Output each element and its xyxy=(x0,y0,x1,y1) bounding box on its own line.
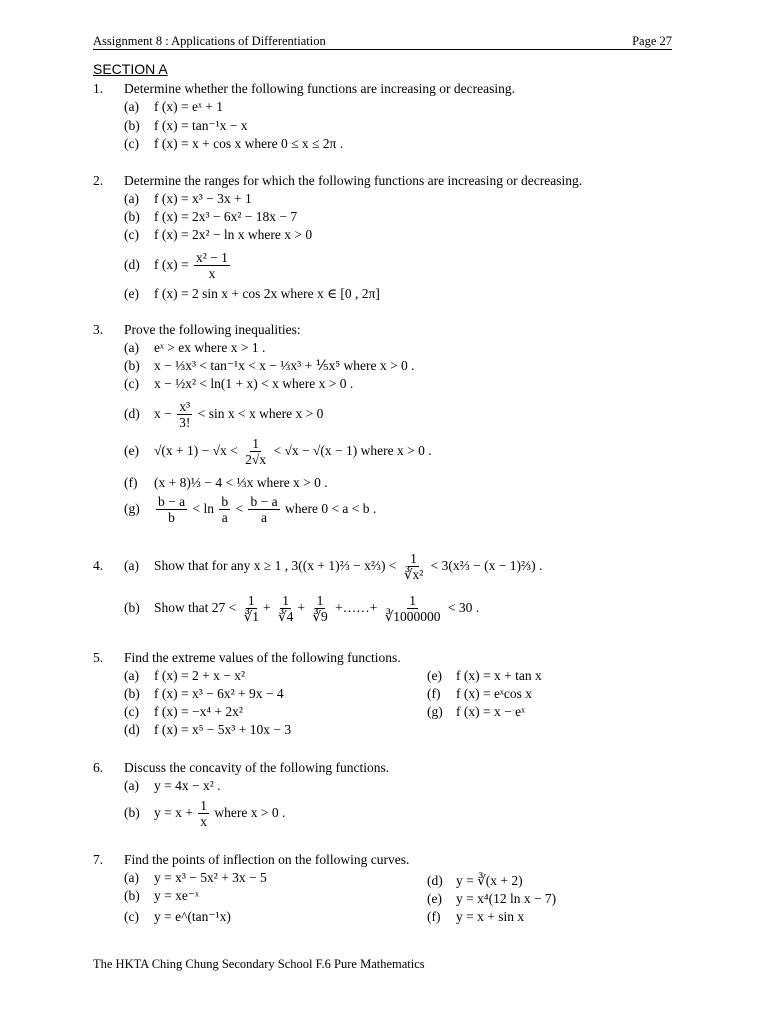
q2b-label: (b) xyxy=(124,209,140,224)
q3g-expr: $\frac{b - a}{b}$ < ln $\frac{b}{a}$ < $\frac{b - a}{a}$ where 0 < a < b . xyxy=(158,494,377,526)
fraction: $\frac{\text{x³}}{3!}$ xyxy=(179,399,191,431)
q1a-expr: f (x) = eˣ + 1 xyxy=(154,99,223,114)
page-footer: The HKTA Ching Chung Secondary School F.6 Pure Mathematics xyxy=(93,957,425,971)
q6b-expr: y = x + $\frac{1}{x}$ where x > 0 . xyxy=(154,798,286,830)
q3d-expr: x − $\frac{\text{x³}}{3!}$ < sin x < x where x > 0 xyxy=(154,399,324,431)
q3-number: 3. xyxy=(93,322,104,337)
fraction: $\frac{\text{x² − 1}}{x}$ xyxy=(195,250,228,282)
q3a-expr: eˣ > ex where x > 1 . xyxy=(154,340,266,355)
q3c-label: (c) xyxy=(124,376,139,391)
q3b-expr: x − ⅓x³ < tan⁻¹x < x − ⅓x³ + ⅕x⁵ where x > 0 . xyxy=(154,358,415,373)
fraction: $\frac{1}{∛4}$ xyxy=(277,593,294,625)
q7e-label: (e) xyxy=(427,891,442,906)
q5b-expr: f (x) = x³ − 6x² + 9x − 4 xyxy=(154,686,284,701)
q1c-label: (c) xyxy=(124,136,139,151)
q7d-label: (d) xyxy=(427,873,443,888)
q6-text: Discuss the concavity of the following functions. xyxy=(124,760,390,775)
q3f-label: (f) xyxy=(124,475,138,490)
q4a-label: (a) xyxy=(124,558,139,573)
q5c-label: (c) xyxy=(124,704,139,719)
page-header xyxy=(93,35,672,50)
fraction: $\frac{b - a}{a}$ xyxy=(250,494,278,526)
q2e-label: (e) xyxy=(124,286,139,301)
fraction: $\frac{1}{∛9}$ xyxy=(312,593,328,625)
q3e-expr: √(x + 1) − √x < $\frac{1}{2√x}$ < √x − √(x − 1) where x > 0 . xyxy=(154,436,432,468)
q3f-expr: (x + 8)⅓ − 4 < ⅓x where x > 0 . xyxy=(154,475,328,490)
q4a-expr: Show that for any x ≥ 1 , 3((x + 1)⅔ − x⅔) < $\frac{1}{\text{∛x²}}$ < 3(x⅔ − (x − 1)⅔) . xyxy=(154,551,543,583)
q1a-label: (a) xyxy=(124,99,139,114)
fraction: $\frac{1}{2√x}$ xyxy=(245,436,267,468)
q5d-expr: f (x) = x⁵ − 5x³ + 10x − 3 xyxy=(154,722,292,737)
q6-number: 6. xyxy=(93,760,104,775)
q5f-expr: f (x) = eˣcos x xyxy=(456,686,532,701)
q2a-label: (a) xyxy=(124,191,139,206)
q1c-expr: f (x) = x + cos x where 0 ≤ x ≤ 2π . xyxy=(154,136,344,151)
page-number: Page 27 xyxy=(632,34,672,48)
q6b-label: (b) xyxy=(124,805,140,820)
q6a-expr: y = 4x − x² . xyxy=(154,778,221,793)
q2b-expr: f (x) = 2x³ − 6x² − 18x − 7 xyxy=(154,209,298,224)
q5e-expr: f (x) = x + tan x xyxy=(456,668,542,683)
q7a-label: (a) xyxy=(124,870,139,885)
q5-number: 5. xyxy=(93,650,104,665)
q2c-expr: f (x) = 2x² − ln x where x > 0 xyxy=(154,227,313,242)
q7c-expr: y = e^(tan⁻¹x) xyxy=(154,909,231,924)
q1b-expr: f (x) = tan⁻¹x − x xyxy=(154,118,248,133)
q3e-label: (e) xyxy=(124,443,139,458)
q7a-expr: y = x³ − 5x² + 3x − 5 xyxy=(154,870,267,885)
fraction: $\frac{1}{\text{∛x²}}$ xyxy=(403,551,424,583)
fraction: $\frac{1}{∛1000000}$ xyxy=(384,593,441,625)
q5g-expr: f (x) = x − eˣ xyxy=(456,704,525,719)
q2a-expr: f (x) = x³ − 3x + 1 xyxy=(154,191,252,206)
q4b-label: (b) xyxy=(124,600,140,615)
q5a-label: (a) xyxy=(124,668,139,683)
q2d-label: (d) xyxy=(124,257,140,272)
q5e-label: (e) xyxy=(427,668,442,683)
fraction: $\frac{b}{a}$ xyxy=(221,494,229,526)
q1b-label: (b) xyxy=(124,118,140,133)
q3b-label: (b) xyxy=(124,358,140,373)
section-title: SECTION A xyxy=(93,61,168,77)
q2e-expr: f (x) = 2 sin x + cos 2x where x ∈ [0 , 2π] xyxy=(154,286,380,301)
fraction: $\frac{b - a}{b}$ xyxy=(158,494,186,526)
q5-text: Find the extreme values of the following functions. xyxy=(124,650,401,665)
q2d-expr: f (x) = $\frac{\text{x² − 1}}{x}$ xyxy=(154,250,228,282)
q7e-expr: y = x⁴(12 ln x − 7) xyxy=(456,891,557,906)
q7-number: 7. xyxy=(93,852,104,867)
q4-number: 4. xyxy=(93,558,104,573)
fraction: $\frac{1}{∛1}$ xyxy=(243,593,259,625)
q7c-label: (c) xyxy=(124,909,139,924)
q5g-label: (g) xyxy=(427,704,443,719)
q2-text: Determine the ranges for which the following functions are increasing or decreasing. xyxy=(124,173,583,188)
q2c-label: (c) xyxy=(124,227,139,242)
q7b-expr: y = xe⁻ˣ xyxy=(154,888,199,903)
q2-number: 2. xyxy=(93,173,104,188)
q5f-label: (f) xyxy=(427,686,441,701)
q5b-label: (b) xyxy=(124,686,140,701)
q7-text: Find the points of inflection on the following curves. xyxy=(124,852,410,867)
q5d-label: (d) xyxy=(124,722,140,737)
fraction: $\frac{1}{x}$ xyxy=(200,798,207,830)
q3d-label: (d) xyxy=(124,406,140,421)
q7f-label: (f) xyxy=(427,909,441,924)
q3g-label: (g) xyxy=(124,501,140,516)
q5a-expr: f (x) = 2 + x − x² xyxy=(154,668,245,683)
q5c-expr: f (x) = −x⁴ + 2x² xyxy=(154,704,243,719)
header-title: Assignment 8 : Applications of Differentiation xyxy=(93,34,326,48)
q4b-expr: Show that 27 < $\frac{1}{∛1}$ + $\frac{1}{∛4}$ + $\frac{1}{∛9}$ +……+ $\frac{1}{∛1000000}$ < 30 . xyxy=(154,593,480,625)
q3a-label: (a) xyxy=(124,340,139,355)
q7b-label: (b) xyxy=(124,888,140,903)
q3c-expr: x − ½x² < ln(1 + x) < x where x > 0 . xyxy=(154,376,354,391)
q3-text: Prove the following inequalities: xyxy=(124,322,301,337)
q7d-expr: y = ∛(x + 2) xyxy=(456,873,523,888)
q1-number: 1. xyxy=(93,81,104,96)
q6a-label: (a) xyxy=(124,778,139,793)
q1-text: Determine whether the following functions are increasing or decreasing. xyxy=(124,81,515,96)
q7f-expr: y = x + sin x xyxy=(456,909,525,924)
